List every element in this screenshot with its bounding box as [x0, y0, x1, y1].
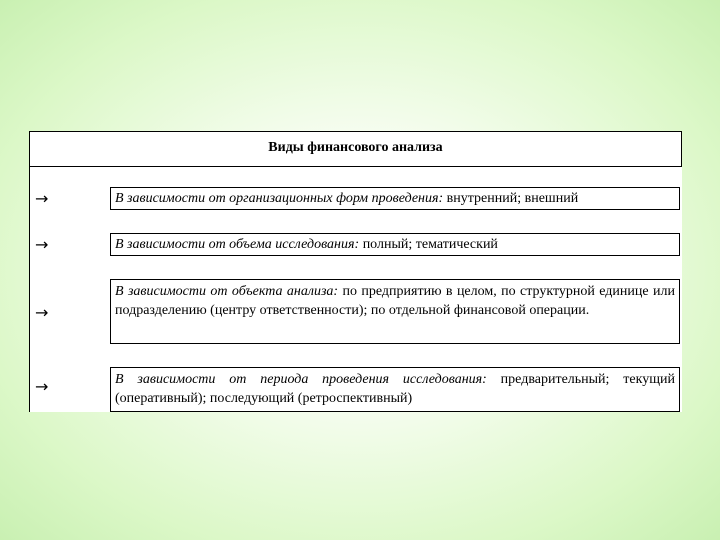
- diagram-area: [29, 131, 682, 412]
- category-box-object: [110, 279, 680, 344]
- category-values: внутренний; внешний: [443, 191, 579, 206]
- category-values: полный; тематический: [359, 237, 498, 252]
- category-lead: В зависимости от объекта анализа:: [115, 284, 339, 299]
- arrow-icon: →: [35, 377, 49, 396]
- category-values: предварительный; текущий (оперативный); последующий (ретроспективный): [115, 372, 675, 406]
- category-lead: В зависимости от периода проведения исследования:: [115, 372, 487, 387]
- arrow-icon: →: [35, 235, 49, 254]
- left-border: [29, 166, 30, 412]
- arrow-icon: →: [35, 189, 49, 208]
- category-lead: В зависимости от объема исследования:: [115, 237, 360, 252]
- arrow-icon: →: [35, 303, 49, 322]
- category-box-period: [110, 367, 680, 412]
- category-box-volume: [110, 233, 680, 256]
- diagram-title: Виды финансового анализа: [268, 140, 443, 155]
- category-values: по предприятию в целом, по структурной единице или подразделению (центру ответственности); по отдельной финансовой операции.: [115, 284, 675, 318]
- category-lead: В зависимости от организационных форм проведения:: [115, 191, 444, 206]
- category-box-organizational-form: [110, 187, 680, 210]
